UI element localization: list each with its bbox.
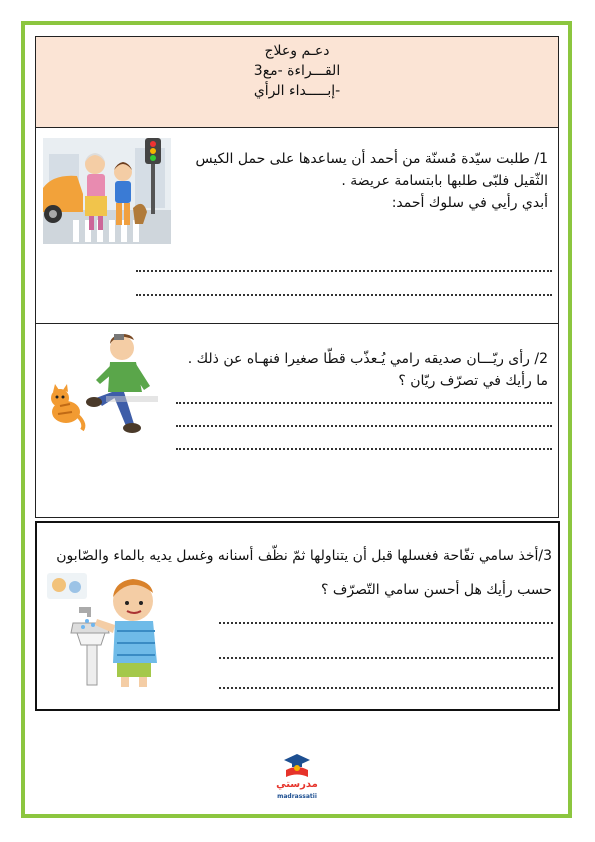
answer-line[interactable]	[219, 687, 553, 689]
logo-emblem-icon	[282, 750, 312, 778]
exercise-3	[35, 521, 560, 711]
exercise-1-line-1: 1/ طلبت سيّدة مُسنّة من أحمد أن يساعدها على حمل الكيس	[195, 151, 548, 167]
answer-line[interactable]	[176, 402, 552, 404]
answer-line[interactable]	[219, 657, 553, 659]
answer-line[interactable]	[176, 425, 552, 427]
logo-latin-text: madrassatii	[277, 793, 317, 800]
answer-line[interactable]	[136, 270, 552, 272]
answer-line[interactable]	[136, 294, 552, 296]
header-title: دعـم وعلاج	[264, 43, 330, 59]
exercise-3-line-1: 3/أخذ سامي تفّاحة فغسلها قبل أن يتناولها ثمّ نظّف أسنانه وغسل يديه بالماء والصّابون	[56, 548, 552, 564]
boy-washing-hands-illustration	[47, 571, 177, 689]
exercise-1	[35, 128, 559, 324]
exercise-3-prompt: حسب رأيك هل أحسن سامي التّصرّف ؟	[321, 582, 552, 598]
exercise-2-prompt: ما رأيك في تصرّف ريّان ؟	[398, 373, 548, 389]
header-topic: -إبـــــداء الرأي	[253, 83, 341, 99]
madrassatii-logo	[262, 746, 332, 806]
boy-helping-old-lady-illustration	[43, 138, 171, 244]
answer-line[interactable]	[176, 448, 552, 450]
worksheet-header	[35, 36, 559, 128]
exercise-1-prompt: أبدي رأيي في سلوك أحمد:	[391, 195, 548, 211]
answer-line[interactable]	[219, 622, 553, 624]
exercise-2-line-1: 2/ رأى ريّـــان صديقه رامي يُـعذّب قطّا صغيرا فنهـاه عن ذلك .	[187, 351, 548, 367]
exercise-1-line-2: الثّقيل فلبّى طلبها بابتسامة عريضة .	[341, 173, 548, 189]
header-subject: القـــراءة -مع3	[253, 63, 341, 79]
boy-kicking-cat-illustration	[46, 332, 158, 436]
logo-arabic-text: مدرستي	[276, 779, 318, 790]
exercise-2	[35, 324, 559, 518]
